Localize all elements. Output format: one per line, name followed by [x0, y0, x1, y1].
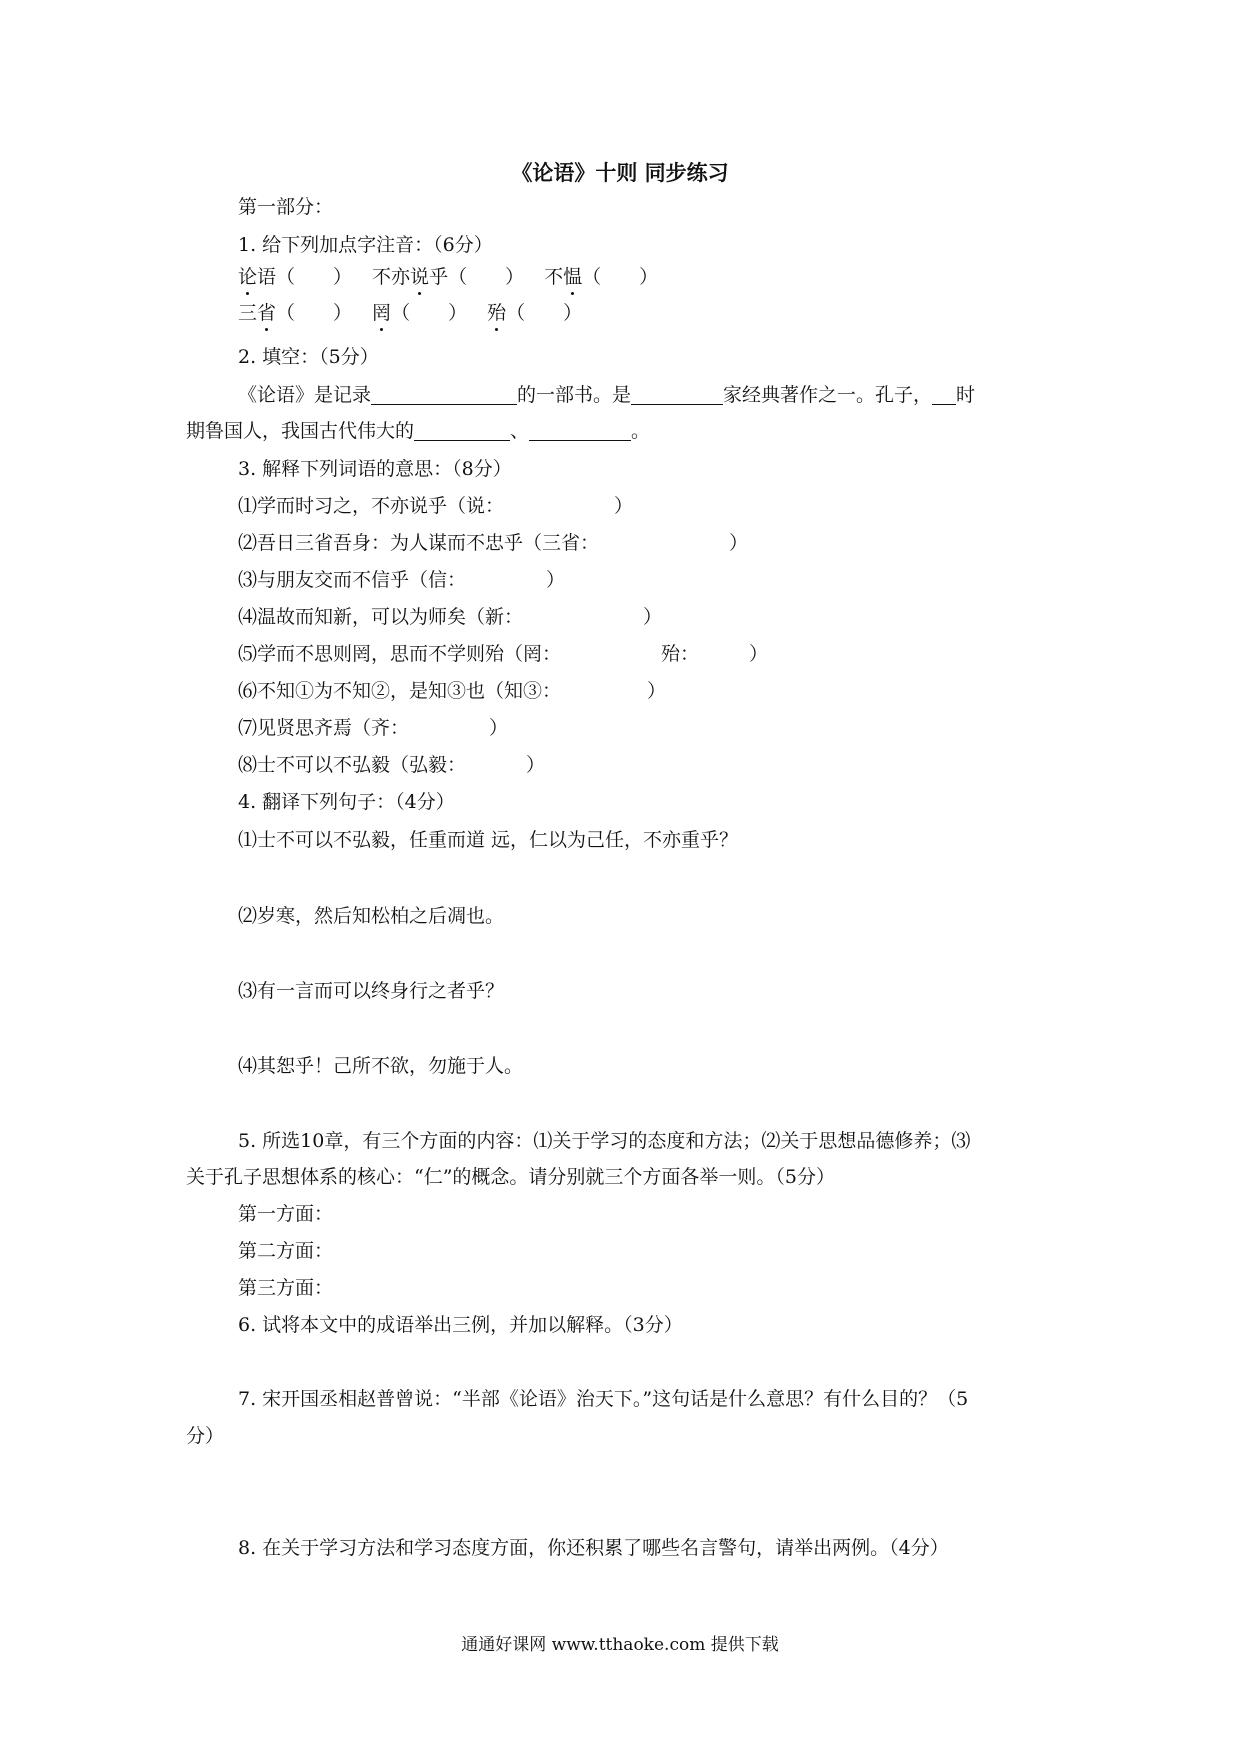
footer-credit: 通通好课网 www.tthaoke.com 提供下载 — [461, 1635, 779, 1655]
fill-blank[interactable] — [371, 384, 517, 405]
q7-text-line-2: 分） — [186, 1425, 225, 1447]
dotted-char: 省 — [257, 302, 277, 324]
dotted-char: 愠 — [563, 266, 583, 288]
fill-blank[interactable] — [414, 420, 510, 441]
q3-header: 3. 解释下列词语的意思：（8分） — [238, 458, 512, 480]
dotted-char: 说 — [410, 266, 430, 288]
q1-row-2 — [238, 300, 582, 326]
dotted-char: 论 — [238, 266, 258, 288]
q2-line-2: 期鲁国人，我国古代伟大的 、 。 — [186, 420, 651, 442]
fill-blank[interactable] — [631, 384, 723, 405]
q4-item: ⑴士不可以不弘毅，任重而道 远，仁以为己任，不亦重乎？ — [238, 829, 739, 851]
dotted-char: 殆 — [487, 302, 507, 324]
q6-text: 6. 试将本文中的成语举出三例，并加以解释。（3分） — [238, 1314, 683, 1336]
q3-item: ⑴学而时习之，不亦说乎（说： ） — [238, 495, 634, 517]
q3-item: ⑵吾日三省吾身：为人谋而不忠乎（三省： ） — [238, 532, 749, 554]
q8-text: 8. 在关于学习方法和学习态度方面，你还积累了哪些名言警句，请举出两例。（4分） — [238, 1537, 949, 1559]
q3-item: ⑷温故而知新，可以为师矣（新： ） — [238, 606, 663, 628]
q4-item: ⑷其恕乎！己所不欲，勿施于人。 — [238, 1055, 524, 1077]
q1-item-6: 殆（ ） — [487, 302, 583, 324]
part-heading: 第一部分： — [238, 196, 334, 218]
page-title: 《论语》十则 同步练习 — [511, 160, 729, 185]
q5-aspect-1: 第一方面： — [238, 1203, 334, 1225]
q5-text-line-2: 关于孔子思想体系的核心：“仁”的概念。请分别就三个方面各举一则。（5分） — [186, 1166, 836, 1188]
q5-aspect-2: 第二方面： — [238, 1240, 334, 1262]
q4-item: ⑶有一言而可以终身行之者乎？ — [238, 980, 505, 1002]
q1-item-2: 不亦说乎（ ） — [372, 266, 525, 288]
q1-item-1: 论语（ ） — [238, 266, 353, 288]
q2-line-1: 《论语》是记录 的一部书。是 家经典著作之一。孔子， 时 — [238, 384, 976, 406]
q3-item: ⑸学而不思则罔，思而不学则殆（罔： 殆： ） — [238, 643, 769, 665]
q3-item: ⑶与朋友交而不信乎（信： ） — [238, 569, 566, 591]
q7-text-line-1: 7. 宋开国丞相赵普曾说：“半部《论语》治天下。”这句话是什么意思？有什么目的？（5 — [238, 1388, 969, 1410]
fill-blank[interactable] — [529, 420, 631, 441]
q3-item: ⑹不知①为不知②，是知③也（知③： ） — [238, 680, 667, 702]
q5-aspect-3: 第三方面： — [238, 1277, 334, 1299]
q5-text-line-1: 5. 所选10章，有三个方面的内容：⑴关于学习的态度和方法；⑵关于思想品德修养；⑶ — [238, 1130, 971, 1152]
q4-item: ⑵岁寒，然后知松柏之后凋也。 — [238, 905, 505, 927]
q2-header: 2. 填空：（5分） — [238, 346, 379, 368]
q3-item: ⑻士不可以不弘毅（弘毅： ） — [238, 754, 546, 776]
fill-blank[interactable] — [932, 384, 956, 405]
q1-header: 1. 给下列加点字注音：（6分） — [238, 234, 493, 256]
q1-item-4: 三省（ ） — [238, 302, 353, 324]
dotted-char: 罔 — [372, 302, 392, 324]
q1-item-5: 罔（ ） — [372, 302, 468, 324]
q1-row-1 — [238, 264, 658, 290]
q3-item: ⑺见贤思齐焉（齐： ） — [238, 717, 509, 739]
q1-item-3: 不愠（ ） — [544, 266, 659, 288]
q4-header: 4. 翻译下列句子：（4分） — [238, 791, 455, 813]
